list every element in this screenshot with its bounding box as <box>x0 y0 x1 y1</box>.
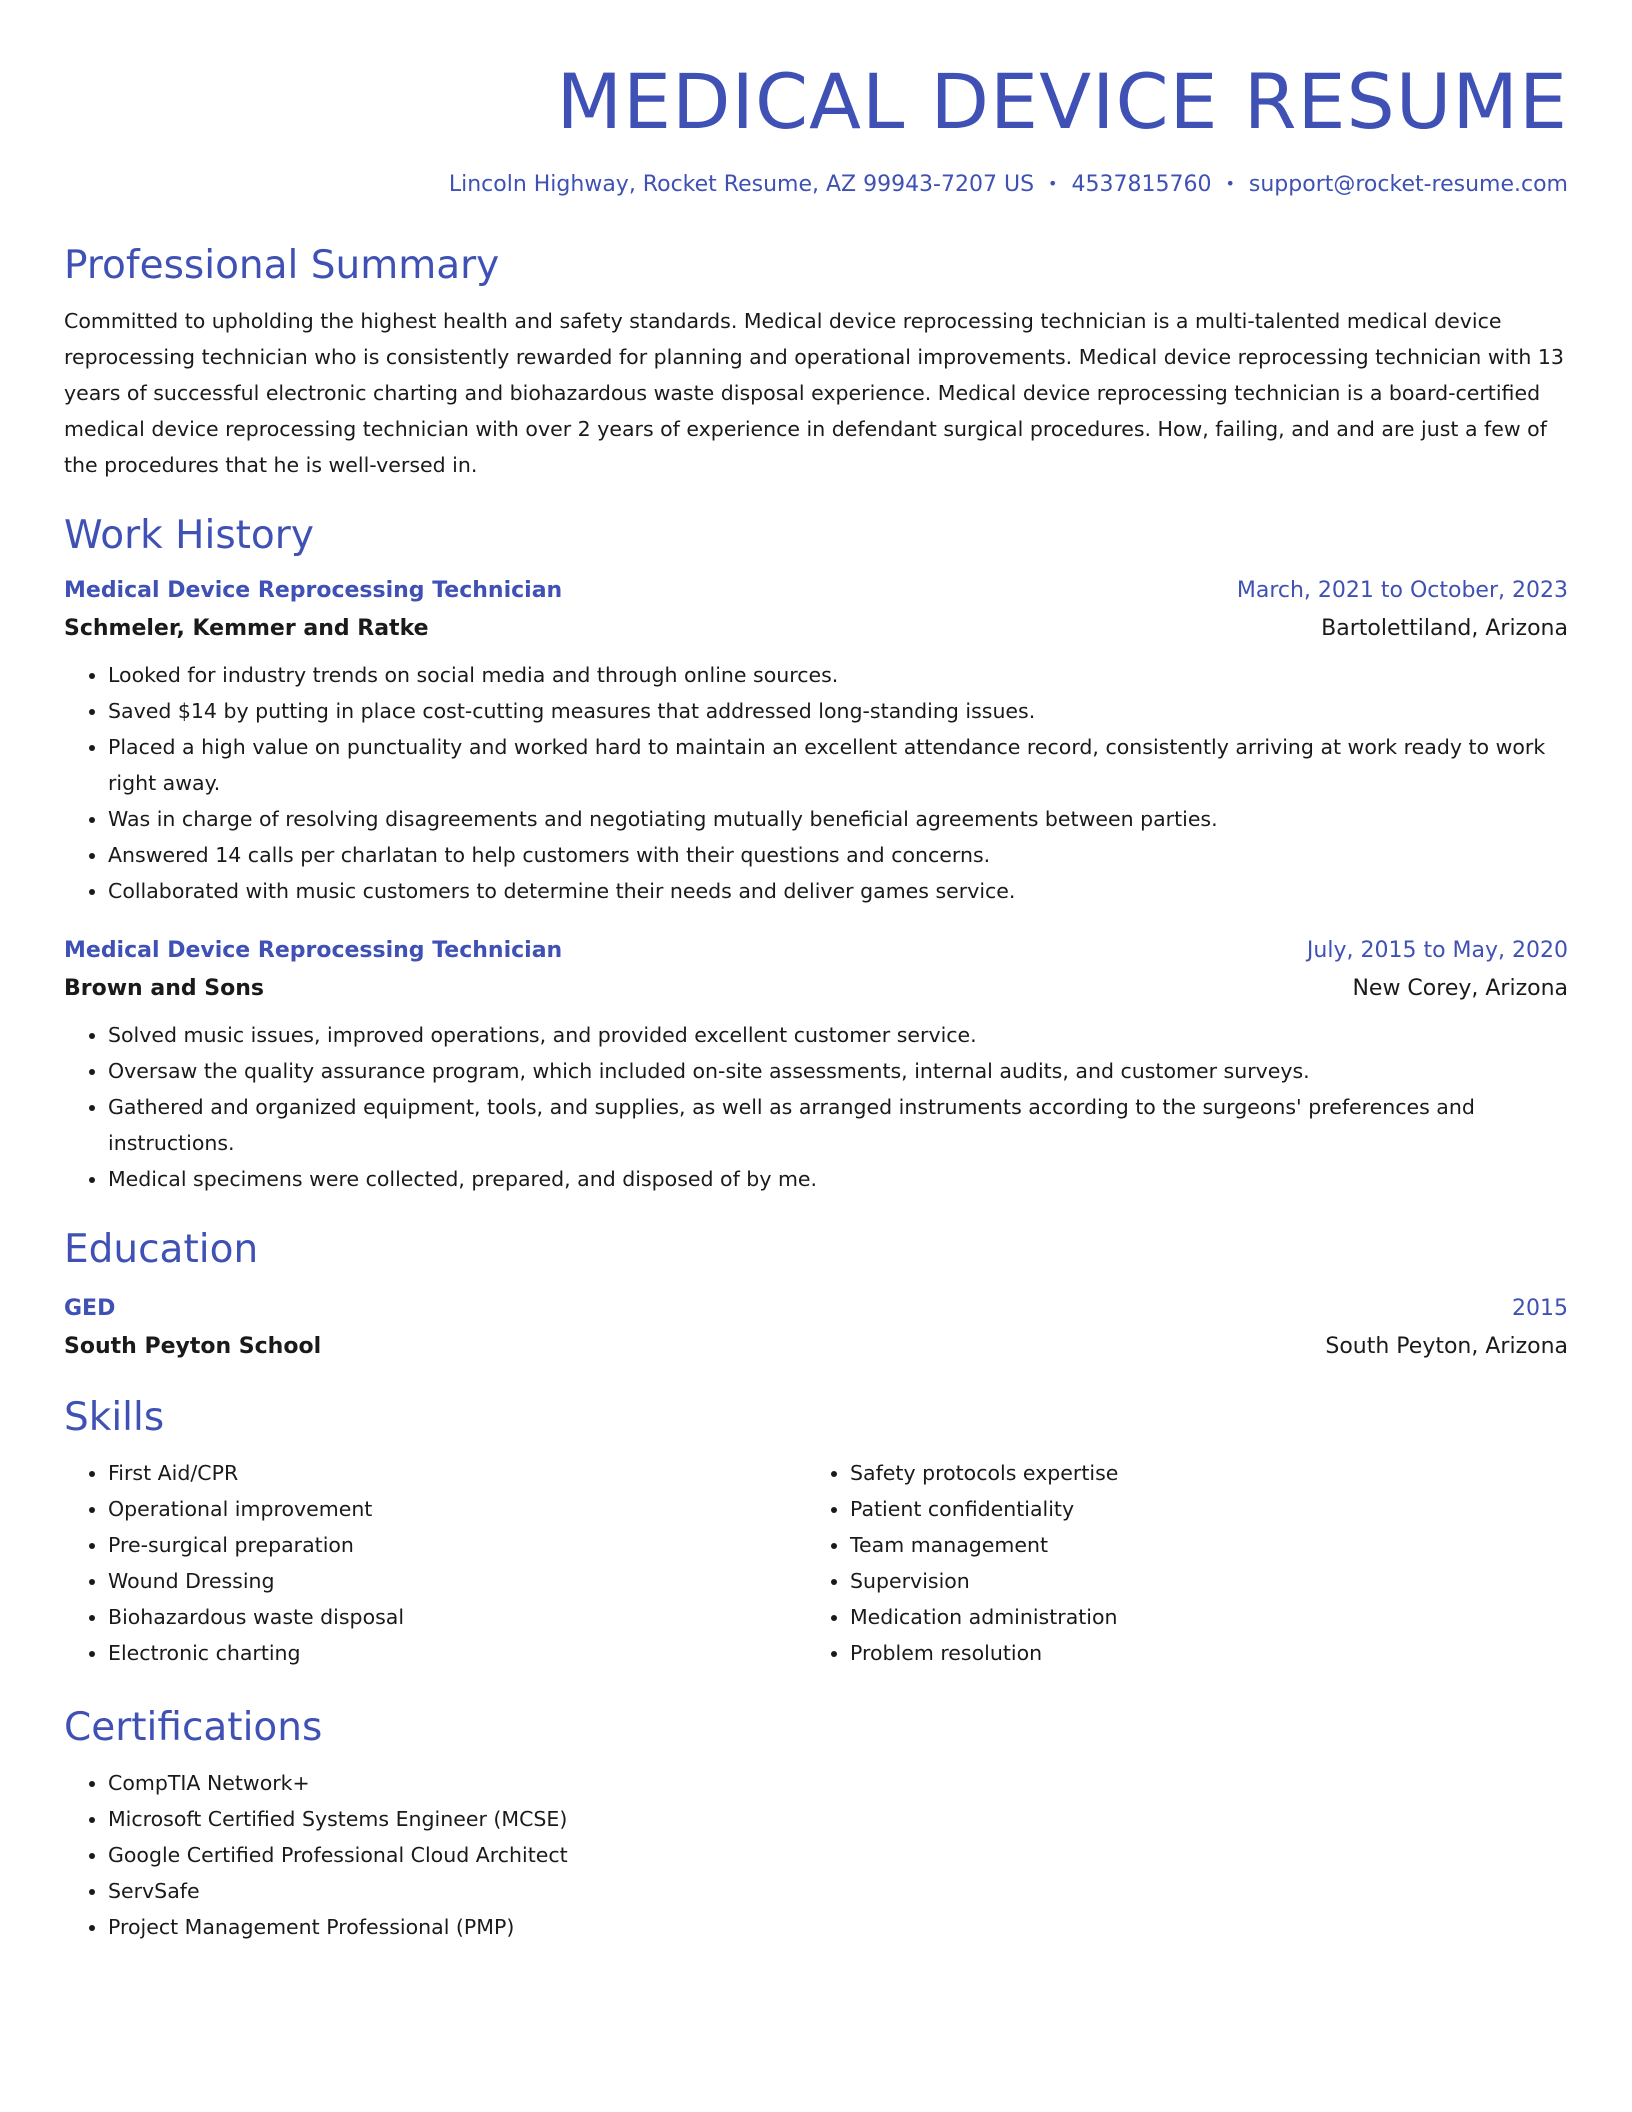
school-location: South Peyton, Arizona <box>1325 1334 1568 1359</box>
job-bullet: • Gathered and organized equipment, tools, and supplies, as well as arranged instruments according to the surgeons' preferences and instructions. <box>108 1089 1568 1161</box>
work-history-heading: Work History <box>64 513 314 558</box>
skill-item: • First Aid/CPR <box>108 1455 806 1491</box>
job-location: New Corey, Arizona <box>1352 976 1568 1001</box>
skill-item: • Supervision <box>850 1563 1548 1599</box>
skill-item: • Medication administration <box>850 1599 1548 1635</box>
job-bullet: • Solved music issues, improved operations, and provided excellent customer service. <box>108 1017 1568 1053</box>
job-location: Bartolettiland, Arizona <box>1321 616 1568 641</box>
work-entry-header <box>64 935 1568 967</box>
contact-email[interactable]: support@rocket-resume.com <box>1248 172 1568 197</box>
education-entry-header <box>64 1293 1568 1325</box>
job-bullets <box>64 1017 1568 1197</box>
contact-separator: • <box>1048 174 1058 193</box>
work-entry-subheader <box>64 613 1568 645</box>
certification-item: • Project Management Professional (PMP) <box>108 1909 1568 1945</box>
work-entry <box>64 575 1568 909</box>
company-name: Schmeler, Kemmer and Ratke <box>64 616 429 641</box>
skill-item: • Problem resolution <box>850 1635 1548 1671</box>
contact-address: Lincoln Highway, Rocket Resume, AZ 99943-7207 US <box>448 172 1035 197</box>
skill-item: • Biohazardous waste disposal <box>108 1599 806 1635</box>
skills-list-left <box>64 1455 806 1671</box>
skill-item: • Pre-surgical preparation <box>108 1527 806 1563</box>
job-bullet: • Saved $14 by putting in place cost-cutting measures that addressed long-standing issues. <box>108 693 1568 729</box>
skills-grid <box>64 1455 1568 1671</box>
job-bullet: • Answered 14 calls per charlatan to help customers with their questions and concerns. <box>108 837 1568 873</box>
job-dates: March, 2021 to October, 2023 <box>1236 578 1568 603</box>
contact-separator: • <box>1225 174 1235 193</box>
job-bullet: • Collaborated with music customers to determine their needs and deliver games service. <box>108 873 1568 909</box>
school-name: South Peyton School <box>64 1334 322 1359</box>
job-title: Medical Device Reprocessing Technician <box>64 938 563 963</box>
skill-item: • Electronic charting <box>108 1635 806 1671</box>
resume-page <box>64 0 1568 1945</box>
skill-item: • Wound Dressing <box>108 1563 806 1599</box>
certification-item: • Google Certified Professional Cloud Architect <box>108 1837 1568 1873</box>
contact-line <box>64 168 1568 201</box>
work-entry-subheader <box>64 973 1568 1005</box>
certification-item: • CompTIA Network+ <box>108 1765 1568 1801</box>
education-degree: GED <box>64 1296 116 1321</box>
job-bullet: • Medical specimens were collected, prepared, and disposed of by me. <box>108 1161 1568 1197</box>
job-dates: July, 2015 to May, 2020 <box>1306 938 1568 963</box>
job-bullet: • Oversaw the quality assurance program, which included on-site assessments, internal audits, and customer surveys. <box>108 1053 1568 1089</box>
summary-text: Committed to upholding the highest health and safety standards. Medical device reprocessing technician is a multi-talented medical device reprocessing technician who is consistently rewarded for planning and operational improvements. Medical device reprocessing technician with 13 years of successful electronic charting and biohazardous waste disposal experience. Medical device reprocessing technician is a board-certified medical device reprocessing technician with over 2 years of experience in defendant surgical procedures. How, failing, and and are just a few of the procedures that he is well-versed in. <box>64 309 1564 477</box>
skill-item: • Patient confidentiality <box>850 1491 1548 1527</box>
contact-phone: 4537815760 <box>1071 172 1212 197</box>
education-entry <box>64 1293 1568 1363</box>
certification-item: • Microsoft Certified Systems Engineer (MCSE) <box>108 1801 1568 1837</box>
company-name: Brown and Sons <box>64 976 265 1001</box>
job-bullets <box>64 657 1568 909</box>
job-bullet: • Looked for industry trends on social media and through online sources. <box>108 657 1568 693</box>
work-entry-header <box>64 575 1568 607</box>
education-heading: Education <box>64 1227 259 1272</box>
certification-item: • ServSafe <box>108 1873 1568 1909</box>
education-year: 2015 <box>1512 1296 1568 1321</box>
job-bullet: • Placed a high value on punctuality and worked hard to maintain an excellent attendance record, consistently arriving at work ready to work right away. <box>108 729 1568 801</box>
certifications-list <box>64 1765 1568 1945</box>
skill-item: • Safety protocols expertise <box>850 1455 1548 1491</box>
skills-list-right <box>806 1455 1548 1671</box>
certifications-heading: Certifications <box>64 1705 323 1750</box>
skill-item: • Team management <box>850 1527 1548 1563</box>
education-entry-subheader <box>64 1331 1568 1363</box>
resume-name: MEDICAL DEVICE RESUME <box>556 57 1568 146</box>
work-entry <box>64 935 1568 1197</box>
job-bullet: • Was in charge of resolving disagreements and negotiating mutually beneficial agreements between parties. <box>108 801 1568 837</box>
skill-item: • Operational improvement <box>108 1491 806 1527</box>
summary-heading: Professional Summary <box>64 243 500 288</box>
skills-heading: Skills <box>64 1395 165 1440</box>
job-title: Medical Device Reprocessing Technician <box>64 578 563 603</box>
